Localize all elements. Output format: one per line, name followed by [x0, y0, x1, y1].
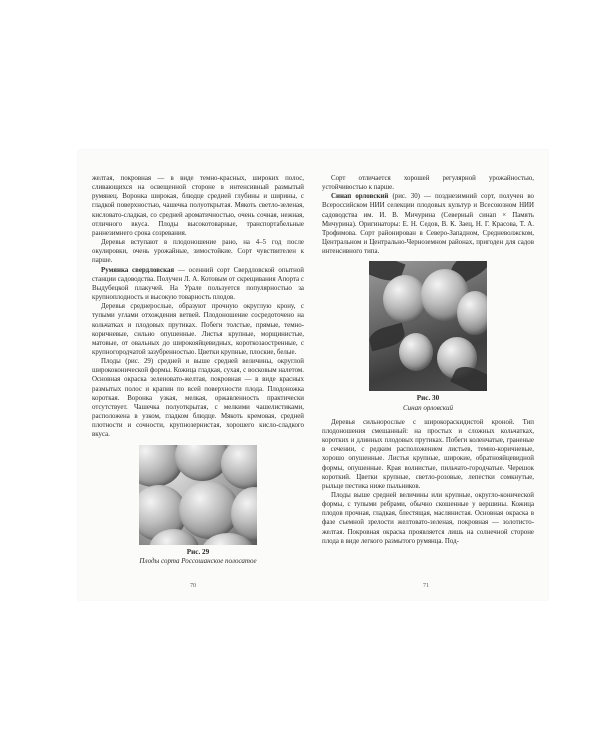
book-spread: [78, 150, 548, 600]
paragraph: Деревья вступают в плодоношение рано, на 4–5 год после окулировки, очень урожайные, зимостойкие. Сорт чувствителен к парше.: [92, 239, 304, 265]
figure-caption: Плоды сорта Россошанское полосатое: [139, 556, 257, 565]
paragraph: Деревья сильнорослые с широкораскидистой кроной. Тип плодоношения смешанный: на простых и сложных кольчатках, коротких и длинных плодовых прутиках. Побеги коленчатые, граненые в сечении, с редким расположением листьев, темно-коричневые, хорошо опушенные. Листья крупные, широкие, обратнояйцевидной формы, опушенные. Края волнистые, пильчато-городчатые. Черешок короткий. Цветки крупные, светло-розовые, лепестки сомкнутые, рыльце пестика ниже пыльников.: [322, 418, 534, 490]
figure-caption: Синап орловский: [402, 403, 454, 412]
variety-heading: Румянка свердловская: [101, 266, 175, 274]
paragraph: Плоды выше средней величины или крупные, округло-конической формы, с тупыми ребрами, обычно скошенные у вершины. Кожица плодов прочная, гладкая, блестящая, маслянистая. Основная окраска в фазе съемной зрелости желтовато-зеленая, покровная — золотисто-желтая. Покровная окраска проявляется лишь на солнечной стороне плода в виде легкого размытого румянца. Под-: [322, 491, 534, 545]
paragraph-text: — осенний сорт Свердловской опытной станции садоводства. Получен Л. А. Котовым от скрещивания Апорта с Выдубецкой плакучей. На Урале пользуется популярностью за крупноплодность и высокую товарность плодов.: [92, 266, 304, 302]
paragraph-text: (рис. 30) — позднезимний сорт, получен во Всероссийском НИИ селекции плодовых культур и Всесоюзном НИИ садоводства им. И. В. Мичурина (Северный синап × Память Мичурина). Оригинаторы: Е. Н. Седов, В. К. Заец, Н. Г. Красова, Т. А. Трофимова. Сорт районирован в Северо-Западном, Средневолжском, Центральном и Центрально-Черноземном районах, пригоден для садов интенсивного типа.: [322, 193, 535, 256]
figure-number: Рис. 29: [186, 547, 210, 556]
figure-number: Рис. 30: [416, 394, 440, 403]
page-number-right: 71: [423, 583, 429, 589]
apple-tree-photo: [369, 261, 487, 391]
paragraph: [92, 266, 304, 303]
figure-30: [322, 261, 534, 412]
paragraph: желтая, покровная — в виде темно-красных, широких полос, сливающихся на освещенной стороне в интенсивный размытый румянец. Воронка широкая, блюдце средней глубины и ширины, с гладкой поверхностью, чашечка полуоткрытая. Мякоть светло-зеленая, кисловато-сладкая, со средней ароматичностью, очень сочная, нежная, отличного вкуса. Плоды высокотоварные, транспортабельные раннезимнего срока созревания.: [92, 175, 304, 237]
paragraph: Плоды (рис. 29) средней и выше средней величины, округлой ширококонической формы. Кожица гладкая, сухая, с восковым налетом. Основная окраска зеленовато-желтая, покровная — в виде красных размытых полос и крапин по всей поверхности плода. Плодоножка короткая. Воронка узкая, мелкая, оржавленность практически отсутствует. Чашечка полуоткрытая, с мелкими чашелистиками, расположена в узком, гладком блюдце. Мякоть кремовая, средней плотности и сочности, крупнозернистая, хорошего кисло-сладкого вкуса.: [92, 358, 304, 439]
paragraph: Деревья среднерослые, образуют прочную округлую крону, с тупыми углами отхождения ветвей. Плодоношение сосредоточено на кольчатках и плодовых прутиках. Побеги толстые, прямые, темно-коричневые, сильно опушенные. Листья крупные, морщинистые, матовые, от овальных до широкояйцевидных, короткозаостренные, с крупногородчатой зазубренностью. Цветки крупные, плоские, белые.: [92, 303, 304, 356]
paragraph: [322, 192, 534, 256]
right-page: [322, 174, 534, 546]
left-page: [92, 174, 304, 566]
paragraph: Сорт отличается хорошей регулярной урожайностью, устойчивостью к парше.: [322, 175, 534, 192]
figure-29: [92, 445, 304, 566]
apples-photo: [139, 445, 257, 545]
variety-heading: Синап орловский: [331, 193, 389, 201]
page-number-left: 70: [190, 583, 196, 589]
